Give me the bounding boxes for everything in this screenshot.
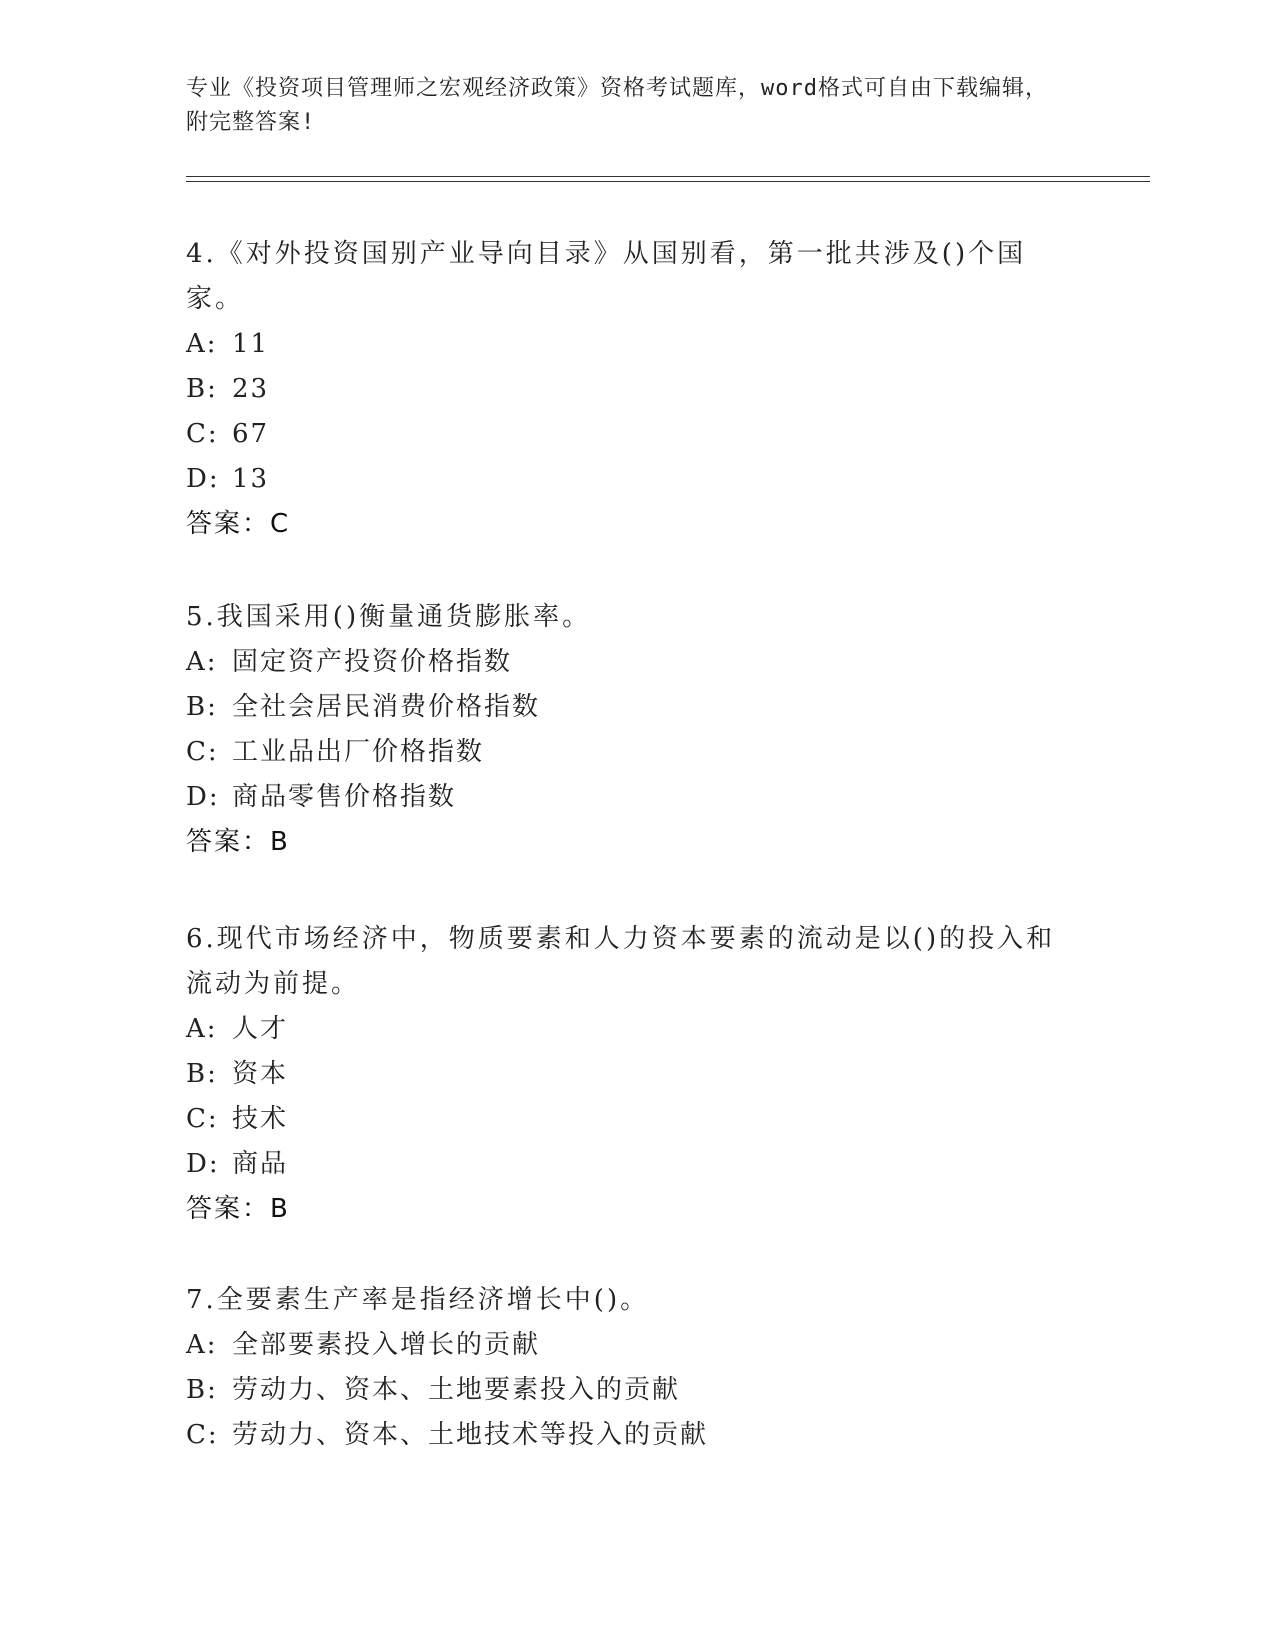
- option-text: 商品: [232, 1149, 289, 1179]
- option-letter: D:: [186, 464, 220, 494]
- option-letter: B:: [186, 1059, 218, 1089]
- answer-line: 答案：B: [186, 1194, 290, 1224]
- option-letter: A:: [186, 647, 218, 677]
- header-divider-top: [186, 176, 1150, 177]
- option-letter: C:: [186, 419, 219, 449]
- option-b: [186, 1368, 1066, 1413]
- question-5: [186, 595, 1066, 865]
- option-letter: A:: [186, 329, 218, 359]
- option-text: 人才: [232, 1014, 289, 1044]
- answer-line: 答案：C: [186, 509, 291, 539]
- question-stem: 5.我国采用()衡量通货膨胀率。: [186, 602, 592, 632]
- option-d: [186, 775, 1066, 820]
- option-letter: B:: [186, 692, 218, 722]
- option-text: 13: [232, 464, 270, 494]
- option-text: 11: [232, 329, 270, 359]
- option-letter: B:: [186, 1375, 218, 1405]
- question-6: [186, 917, 1066, 1232]
- option-c: [186, 412, 1066, 457]
- option-b: [186, 685, 1066, 730]
- option-letter: D:: [186, 782, 220, 812]
- option-b: [186, 367, 1066, 412]
- option-letter: D:: [186, 1149, 220, 1179]
- option-letter: C:: [186, 1420, 219, 1450]
- answer-line: 答案：B: [186, 827, 290, 857]
- option-d: [186, 457, 1066, 502]
- option-c: [186, 1097, 1066, 1142]
- question-4: [186, 232, 1066, 547]
- question-stem: 7.全要素生产率是指经济增长中()。: [186, 1285, 650, 1315]
- question-stem: 4.《对外投资国别产业导向目录》从国别看，第一批共涉及()个国家。: [186, 239, 1027, 314]
- option-text: 商品零售价格指数: [232, 782, 457, 812]
- option-text: 23: [232, 374, 270, 404]
- question-stem: 6.现代市场经济中，物质要素和人力资本要素的流动是以()的投入和流动为前提。: [186, 924, 1056, 999]
- option-letter: C:: [186, 737, 219, 767]
- option-text: 全部要素投入增长的贡献: [232, 1330, 541, 1360]
- question-7: [186, 1278, 1066, 1458]
- option-text: 劳动力、资本、土地技术等投入的贡献: [232, 1420, 709, 1450]
- option-c: [186, 1413, 1066, 1458]
- option-letter: A:: [186, 1330, 218, 1360]
- option-a: [186, 322, 1066, 367]
- option-b: [186, 1052, 1066, 1097]
- header-divider-bottom: [186, 181, 1150, 182]
- option-c: [186, 730, 1066, 775]
- option-letter: B:: [186, 374, 218, 404]
- option-text: 固定资产投资价格指数: [232, 647, 513, 677]
- option-letter: A:: [186, 1014, 218, 1044]
- option-a: [186, 640, 1066, 685]
- document-intro: 专业《投资项目管理师之宏观经济政策》资格考试题库，word格式可自由下载编辑，附完整答案!: [186, 76, 1048, 135]
- option-d: [186, 1142, 1066, 1187]
- option-text: 资本: [232, 1059, 289, 1089]
- option-text: 67: [232, 419, 270, 449]
- option-text: 工业品出厂价格指数: [232, 737, 485, 767]
- option-a: [186, 1007, 1066, 1052]
- option-text: 劳动力、资本、土地要素投入的贡献: [232, 1375, 681, 1405]
- option-letter: C:: [186, 1104, 219, 1134]
- option-a: [186, 1323, 1066, 1368]
- option-text: 全社会居民消费价格指数: [232, 692, 541, 722]
- option-text: 技术: [232, 1104, 289, 1134]
